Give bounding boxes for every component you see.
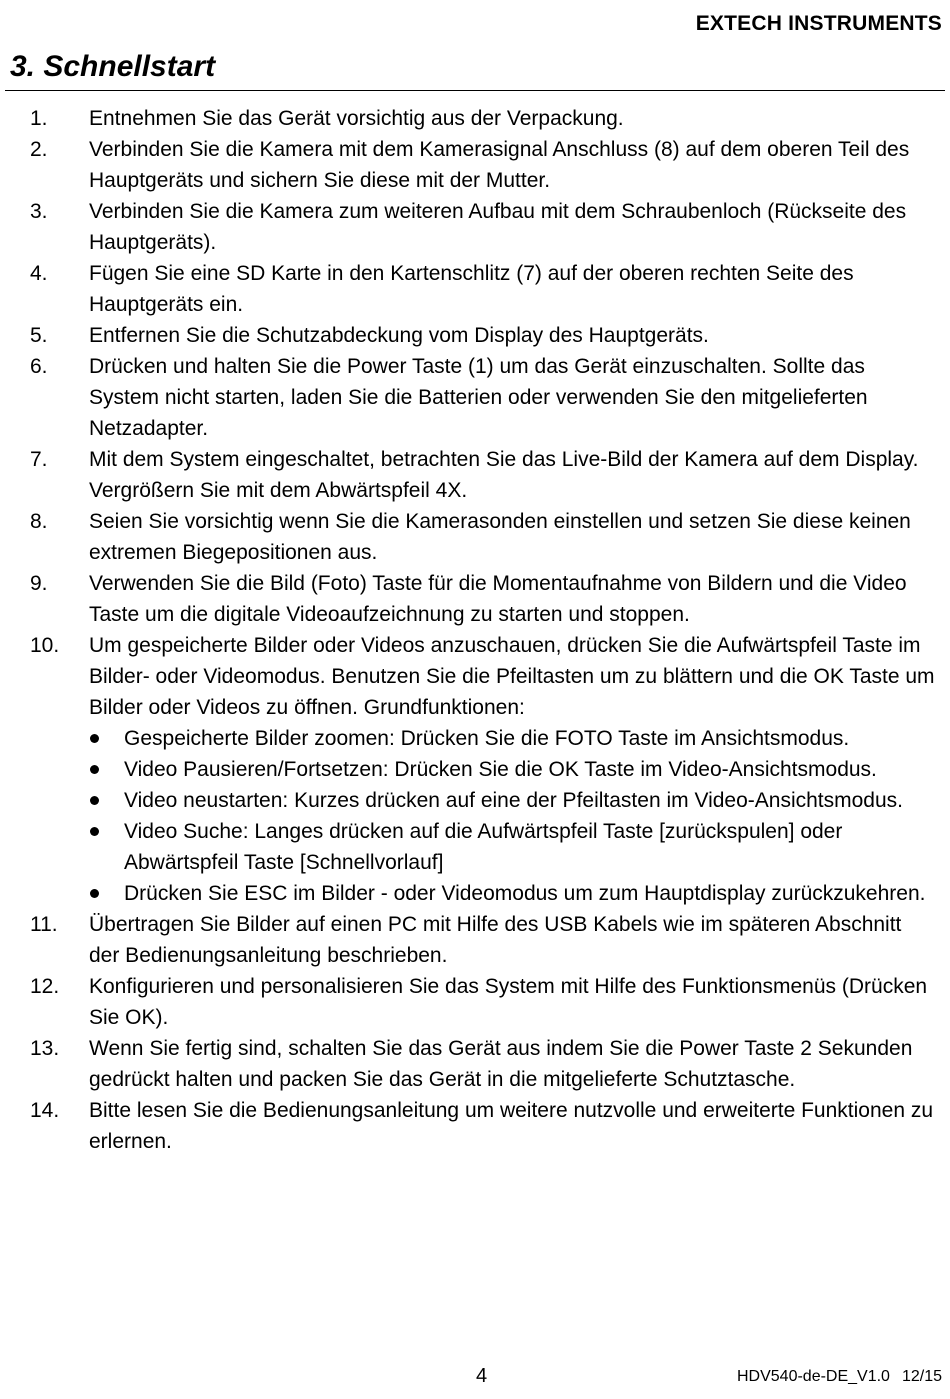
step-number: 4. <box>30 262 48 285</box>
step-number: 8. <box>30 510 48 533</box>
list-item <box>89 754 936 785</box>
quickstart-steps <box>0 103 950 1157</box>
bullet-text: Video Suche: Langes drücken auf die Aufwärtspfeil Taste [zurückspulen] oder Abwärtspfeil Taste [Schnellvorlauf] <box>124 820 843 874</box>
bullet-icon <box>90 765 99 774</box>
brand-name: EXTECH INSTRUMENTS <box>695 12 942 35</box>
step-text: Konfigurieren und personalisieren Sie das System mit Hilfe des Funktionsmenüs (Drücken Sie OK). <box>89 975 928 1029</box>
step-5 <box>0 320 950 351</box>
step-text: Verbinden Sie die Kamera zum weiteren Aufbau mit dem Schraubenloch (Rückseite des Hauptgeräts). <box>89 200 907 254</box>
page-number: 4 <box>476 1365 488 1387</box>
step-number: 5. <box>30 324 48 347</box>
step-3 <box>0 196 950 258</box>
step-text: Entfernen Sie die Schutzabdeckung vom Display des Hauptgeräts. <box>89 324 709 347</box>
bullet-text: Drücken Sie ESC im Bilder - oder Videomodus um zum Hauptdisplay zurückzukehren. <box>124 882 926 905</box>
step-7 <box>0 444 950 506</box>
bullet-icon <box>90 734 99 743</box>
list-item <box>89 723 936 754</box>
step-number: 11. <box>30 913 58 936</box>
step-1 <box>0 103 950 134</box>
step-text: Verwenden Sie die Bild (Foto) Taste für die Momentaufnahme von Bildern und die Video Taste um die digitale Videoaufzeichnung zu starten und stoppen. <box>89 572 907 626</box>
document-id: HDV540-de-DE_V1.0 <box>736 1368 890 1385</box>
step-6 <box>0 351 950 444</box>
step-2 <box>0 134 950 196</box>
step-number: 13. <box>30 1037 60 1060</box>
bullet-text: Video Pausieren/Fortsetzen: Drücken Sie die OK Taste im Video-Ansichtsmodus. <box>124 758 877 781</box>
step-text: Fügen Sie eine SD Karte in den Kartenschlitz (7) auf der oberen rechten Seite des Hauptgeräts ein. <box>89 262 854 316</box>
bullet-text: Gespeicherte Bilder zoomen: Drücken Sie die FOTO Taste im Ansichtsmodus. <box>124 727 850 750</box>
bullet-text: Video neustarten: Kurzes drücken auf eine der Pfeiltasten im Video-Ansichtsmodus. <box>124 789 903 812</box>
list-item <box>89 878 936 909</box>
step-14 <box>0 1095 950 1157</box>
step-text: Seien Sie vorsichtig wenn Sie die Kamerasonden einstellen und setzen Sie diese keinen extremen Biegepositionen aus. <box>89 510 911 564</box>
step-number: 9. <box>30 572 48 595</box>
document-date: 12/15 <box>901 1368 942 1385</box>
step-text: Entnehmen Sie das Gerät vorsichtig aus der Verpackung. <box>89 107 624 130</box>
step-12 <box>0 971 950 1033</box>
step-text: Übertragen Sie Bilder auf einen PC mit Hilfe des USB Kabels wie im späteren Abschnitt der Bedienungsanleitung beschrieben. <box>89 913 902 967</box>
step-number: 14. <box>30 1099 60 1122</box>
step-text: Mit dem System eingeschaltet, betrachten Sie das Live-Bild der Kamera auf dem Display. Vergrößern Sie mit dem Abwärtspfeil 4X. <box>89 448 919 502</box>
step-text: Bitte lesen Sie die Bedienungsanleitung um weitere nutzvolle und erweiterte Funktionen zu erlernen. <box>89 1099 934 1153</box>
step-number: 3. <box>30 200 48 223</box>
bullet-icon <box>90 796 99 805</box>
step-number: 7. <box>30 448 48 471</box>
step-number: 2. <box>30 138 48 161</box>
basic-functions-list <box>89 723 936 909</box>
step-11 <box>0 909 950 971</box>
step-number: 10. <box>30 634 60 657</box>
list-item <box>89 785 936 816</box>
step-text: Um gespeicherte Bilder oder Videos anzuschauen, drücken Sie die Aufwärtspfeil Taste im Bilder- oder Videomodus. Benutzen Sie die Pfeiltasten um zu blättern und die OK Taste um Bilder oder Videos zu öffnen. Grundfunktionen: <box>89 634 935 719</box>
step-text: Verbinden Sie die Kamera mit dem Kamerasignal Anschluss (8) auf dem oberen Teil des Hauptgeräts und sichern Sie diese mit der Mutter. <box>89 138 910 192</box>
step-10 <box>0 630 950 909</box>
step-text: Wenn Sie fertig sind, schalten Sie das Gerät aus indem Sie die Power Taste 2 Sekunden gedrückt halten und packen Sie das Gerät in die mitgelieferte Schutztasche. <box>89 1037 913 1091</box>
header-divider <box>5 90 945 91</box>
step-8 <box>0 506 950 568</box>
bullet-icon <box>90 889 99 898</box>
step-number: 1. <box>30 107 48 130</box>
bullet-icon <box>90 827 99 836</box>
step-13 <box>0 1033 950 1095</box>
section-title: 3. Schnellstart <box>10 50 216 83</box>
step-4 <box>0 258 950 320</box>
list-item <box>89 816 936 878</box>
step-9 <box>0 568 950 630</box>
step-number: 6. <box>30 355 48 378</box>
document-reference <box>737 1368 942 1386</box>
step-text: Drücken und halten Sie die Power Taste (1) um das Gerät einzuschalten. Sollte das System nicht starten, laden Sie die Batterien oder verwenden Sie den mitgelieferten Netzadapter. <box>89 355 868 440</box>
step-number: 12. <box>30 975 60 998</box>
